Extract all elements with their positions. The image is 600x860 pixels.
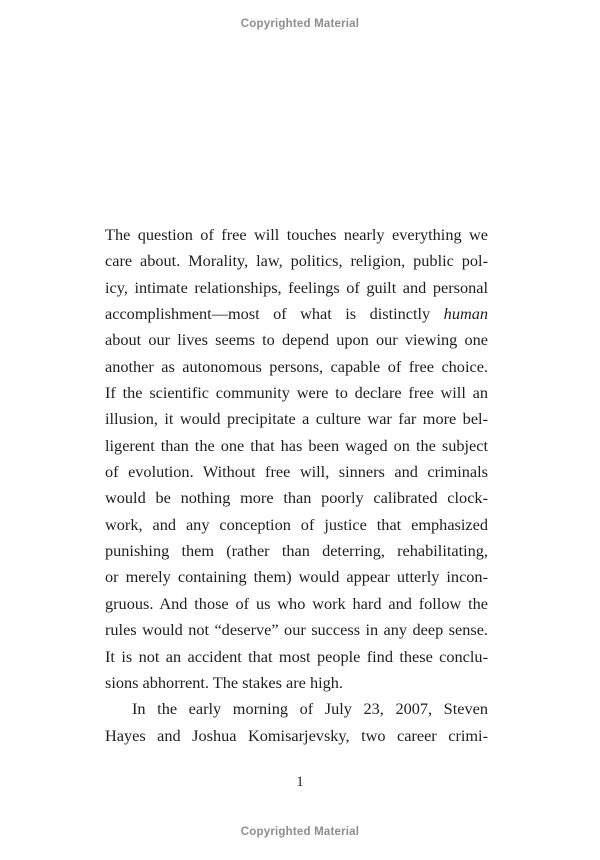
text-line: Hayes and Joshua Komisarjevsky, two career crimi-	[105, 725, 488, 745]
copyright-notice-top: Copyrighted Material	[240, 18, 360, 30]
text-line: rules would not “deserve” our success in any deep sense.	[105, 620, 488, 640]
text-line: gruous. And those of us who work hard and follow the	[105, 593, 488, 613]
text-line: punishing them (rather than deterring, rehabilitating,	[105, 541, 488, 561]
text-line: icy, intimate relationships, feelings of guilt and personal	[105, 277, 488, 297]
text-line: ligerent than the one that has been waged on the subject	[105, 435, 488, 455]
text-line: accomplishment—most of what is distinctly human	[105, 304, 488, 324]
paragraph	[105, 696, 488, 749]
text-line: care about. Morality, law, politics, religion, public pol-	[105, 251, 488, 271]
text-line: The question of free will touches nearly everything we	[105, 225, 488, 244]
copyright-notice-bottom: Copyrighted Material	[240, 826, 360, 838]
text-line: In the early morning of July 23, 2007, Steven	[132, 699, 488, 719]
page-number: 1	[296, 774, 304, 790]
text-line: would be nothing more than poorly calibrated clock-	[105, 488, 488, 508]
text-line: illusion, it would precipitate a culture war far more bel-	[105, 409, 488, 429]
text-line: If the scientific community were to declare free will an	[105, 383, 488, 403]
text-line: another as autonomous persons, capable of free choice.	[105, 356, 488, 376]
text-line: sions abhorrent. The stakes are high.	[105, 672, 343, 692]
paragraph	[105, 222, 488, 696]
text-line: work, and any conception of justice that emphasized	[105, 514, 488, 534]
text-line: of evolution. Without free will, sinners and criminals	[105, 462, 488, 482]
body-text	[105, 222, 488, 749]
text-line: It is not an accident that most people find these conclu-	[105, 646, 488, 666]
text-line: or merely containing them) would appear utterly incon-	[105, 567, 488, 587]
text-line: about our lives seems to depend upon our viewing one	[105, 330, 488, 350]
